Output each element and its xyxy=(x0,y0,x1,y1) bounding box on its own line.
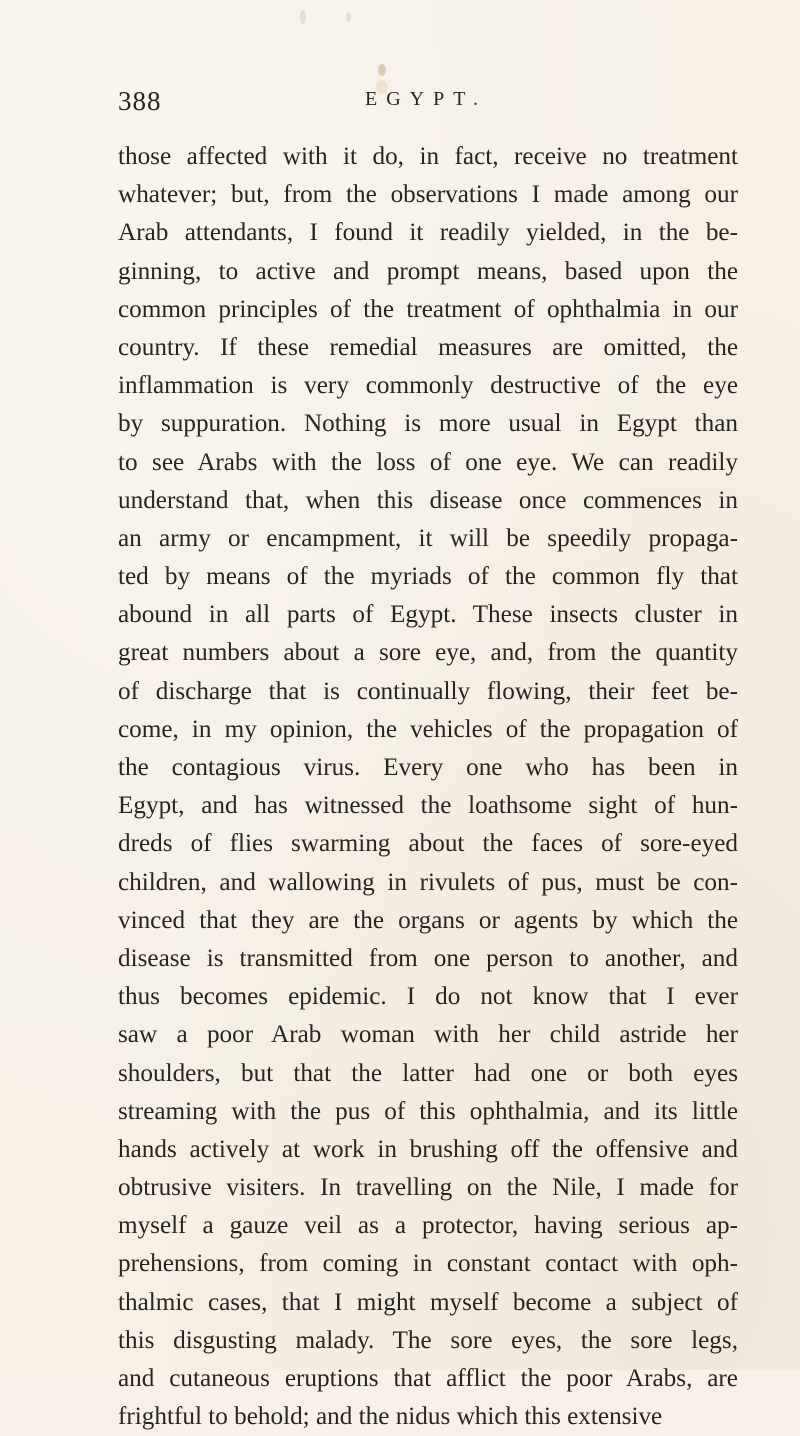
text-line: understand that, when this disease once commences in xyxy=(118,486,738,514)
text-line: prehensions, from coming in constant contact with oph- xyxy=(118,1250,738,1278)
text-line: come, in my opinion, the vehicles of the propagation of xyxy=(118,715,738,743)
text-line: ginning, to active and prompt means, based upon the xyxy=(118,257,738,285)
paper-stain xyxy=(346,12,351,22)
text-line: by suppuration. Nothing is more usual in Egypt than xyxy=(118,410,738,438)
text-line: hands actively at work in brushing off the offensive and xyxy=(118,1135,738,1163)
text-line: whatever; but, from the observations I made among our xyxy=(118,181,738,209)
text-line: saw a poor Arab woman with her child astride her xyxy=(118,1021,738,1049)
text-line: this disgusting malady. The sore eyes, the sore legs, xyxy=(118,1326,738,1354)
text-line: inflammation is very commonly destructive of the eye xyxy=(118,372,738,400)
running-head: EGYPT. xyxy=(365,88,487,110)
text-line: great numbers about a sore eye, and, from the quantity xyxy=(118,639,738,667)
text-line: Arab attendants, I found it readily yielded, in the be- xyxy=(118,219,738,247)
paper-stain xyxy=(300,10,306,24)
body-text xyxy=(118,138,738,1436)
text-line: those affected with it do, in fact, receive no treatment xyxy=(118,143,738,170)
text-line: of discharge that is continually flowing, their feet be- xyxy=(118,677,738,705)
text-line: an army or encampment, it will be speedily propaga- xyxy=(118,524,738,552)
text-line: frightful to behold; and the nidus which this extensive xyxy=(118,1403,663,1431)
text-line: ted by means of the myriads of the common fly that xyxy=(118,563,738,591)
text-line: thus becomes epidemic. I do not know that I ever xyxy=(118,983,738,1011)
text-line: children, and wallowing in rivulets of pus, must be con- xyxy=(118,868,738,896)
text-line: myself a gauze veil as a protector, having serious ap- xyxy=(118,1212,738,1240)
text-line: the contagious virus. Every one who has been in xyxy=(118,754,738,781)
page-header xyxy=(118,78,738,118)
text-line: and cutaneous eruptions that afflict the poor Arabs, are xyxy=(118,1365,738,1392)
text-line: common principles of the treatment of ophthalmia in our xyxy=(118,295,738,323)
text-line: dreds of flies swarming about the faces of sore-eyed xyxy=(118,830,738,858)
page-number: 388 xyxy=(118,86,162,116)
text-line: disease is transmitted from one person to another, and xyxy=(118,944,738,972)
text-line: abound in all parts of Egypt. These insects cluster in xyxy=(118,601,738,629)
text-line: obtrusive visiters. In travelling on the Nile, I made for xyxy=(118,1174,738,1202)
text-line: thalmic cases, that I might myself become a subject of xyxy=(118,1288,738,1316)
text-line: to see Arabs with the loss of one eye. We can readily xyxy=(118,448,738,476)
text-line: country. If these remedial measures are omitted, the xyxy=(118,333,738,361)
paper-stain xyxy=(378,64,386,76)
text-line: shoulders, but that the latter had one or both eyes xyxy=(118,1059,738,1087)
text-line: vinced that they are the organs or agents by which the xyxy=(118,906,738,934)
text-line: Egypt, and has witnessed the loathsome sight of hun- xyxy=(118,792,738,820)
text-line: streaming with the pus of this ophthalmia, and its little xyxy=(118,1097,738,1125)
